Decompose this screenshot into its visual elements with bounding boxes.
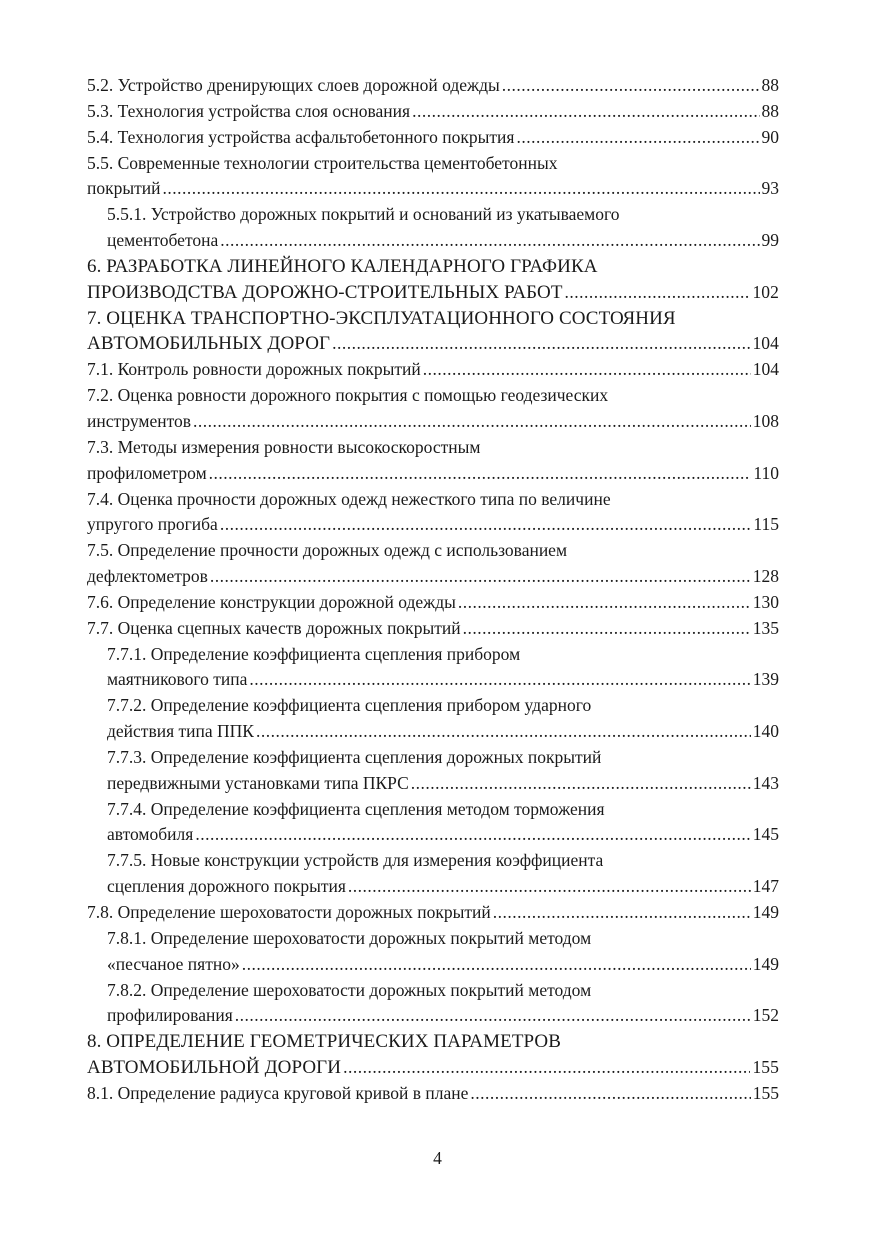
toc-leader-dots (332, 331, 750, 357)
toc-entry-7-3[interactable] (87, 435, 779, 487)
toc-page-number: 93 (761, 178, 779, 199)
toc-page-number: 130 (752, 591, 779, 612)
toc-page-number: 152 (752, 1005, 779, 1026)
toc-leader-dots (458, 590, 751, 616)
toc-entry-chapter-8[interactable] (87, 1029, 779, 1081)
toc-entry-title-continued: действия типа ППК (107, 721, 254, 742)
toc-leader-dots (516, 125, 759, 151)
toc-page-number: 145 (752, 824, 779, 845)
toc-entry-title: 7.7.5. Новые конструкции устройств для измерения коэффициента (107, 850, 604, 871)
toc-entry-title: 7.8. Определение шероховатости дорожных покрытий (87, 902, 491, 922)
toc-entry-title: 5.3. Технология устройства слоя основания (87, 100, 411, 121)
toc-entry-7-7-3[interactable] (87, 745, 779, 797)
toc-entry-title: 7. ОЦЕНКА ТРАНСПОРТНО-ЭКСПЛУАТАЦИОННОГО СОСТОЯНИЯ (87, 307, 676, 329)
toc-leader-dots (249, 667, 750, 693)
table-of-contents (87, 73, 779, 1107)
toc-entry-title: 7.7. Оценка сцепных качеств дорожных покрытий (87, 617, 461, 638)
toc-page-number: 143 (752, 772, 779, 793)
toc-leader-dots (411, 771, 751, 797)
toc-leader-dots (193, 409, 751, 435)
toc-leader-dots (235, 1003, 751, 1029)
toc-entry-7-7-4[interactable] (87, 797, 779, 849)
toc-leader-dots (565, 280, 751, 306)
toc-entry-7-6[interactable] (87, 590, 779, 616)
toc-page-number: 155 (752, 1082, 779, 1103)
toc-entry-title: 5.4. Технология устройства асфальтобетонного покрытия (87, 126, 515, 147)
toc-entry-title: 7.7.1. Определение коэффициента сцепления прибором (107, 643, 521, 664)
toc-entry-title: 7.6. Определение конструкции дорожной одежды (87, 591, 456, 612)
toc-entry-title-continued: АВТОМОБИЛЬНОЙ ДОРОГИ (87, 1057, 342, 1079)
toc-page-number: 139 (752, 669, 779, 690)
toc-leader-dots (348, 874, 751, 900)
toc-leader-dots (209, 461, 752, 487)
toc-entry-title: 8.1. Определение радиуса круговой кривой в плане (87, 1082, 469, 1103)
toc-entry-5-4[interactable] (87, 125, 779, 151)
toc-page-number: 149 (752, 953, 779, 974)
toc-entry-5-2[interactable] (87, 73, 779, 99)
toc-entry-7-7-2[interactable] (87, 693, 779, 745)
toc-entry-7-8-2[interactable] (87, 978, 779, 1030)
toc-leader-dots (343, 1055, 750, 1081)
toc-page-number: 115 (753, 514, 779, 535)
toc-page-number: 135 (752, 617, 779, 638)
toc-entry-5-3[interactable] (87, 99, 779, 125)
toc-page-number: 99 (761, 230, 779, 251)
toc-entry-7-7[interactable] (87, 616, 779, 642)
toc-leader-dots (220, 228, 759, 254)
toc-entry-title-continued: инструментов (87, 410, 192, 431)
toc-entry-title-continued: упругого прогиба (87, 514, 218, 535)
toc-entry-title: 7.7.4. Определение коэффициента сцепления методом торможения (107, 798, 605, 819)
toc-leader-dots (412, 99, 759, 125)
toc-entry-title: 7.3. Методы измерения ровности высокоскоростным (87, 436, 481, 457)
toc-page-number: 104 (752, 359, 779, 380)
toc-entry-title: 7.8.1. Определение шероховатости дорожных покрытий методом (107, 927, 592, 948)
toc-entry-chapter-7[interactable] (87, 306, 779, 358)
toc-entry-5-5-1[interactable] (87, 202, 779, 254)
toc-entry-title: 8. ОПРЕДЕЛЕНИЕ ГЕОМЕТРИЧЕСКИХ ПАРАМЕТРОВ (87, 1031, 562, 1053)
toc-entry-7-2[interactable] (87, 383, 779, 435)
toc-leader-dots (195, 822, 750, 848)
toc-leader-dots (220, 512, 752, 538)
toc-leader-dots (502, 73, 760, 99)
toc-entry-title: 5.2. Устройство дренирующих слоев дорожной одежды (87, 75, 500, 95)
toc-entry-title-continued: дефлектометров (87, 566, 208, 587)
toc-entry-title: 7.4. Оценка прочности дорожных одежд нежесткого типа по величине (87, 488, 611, 509)
toc-leader-dots (493, 900, 751, 926)
toc-page-number: 147 (752, 876, 779, 897)
toc-leader-dots (210, 564, 751, 590)
toc-leader-dots (423, 357, 751, 383)
toc-entry-title-continued: маятникового типа (107, 669, 248, 690)
toc-entry-title-continued: ПРОИЗВОДСТВА ДОРОЖНО-СТРОИТЕЛЬНЫХ РАБОТ (87, 281, 563, 303)
toc-entry-title: 7.8.2. Определение шероховатости дорожных покрытий методом (107, 979, 592, 1000)
toc-page-number: 104 (752, 333, 779, 354)
toc-entry-8-1[interactable] (87, 1081, 779, 1107)
toc-entry-7-4[interactable] (87, 487, 779, 539)
toc-page-number: 88 (761, 100, 779, 121)
toc-entry-title: 5.5.1. Устройство дорожных покрытий и оснований из укатываемого (107, 204, 620, 225)
toc-entry-title-continued: «песчаное пятно» (107, 953, 240, 974)
toc-entry-7-7-1[interactable] (87, 642, 779, 694)
toc-entry-title-continued: АВТОМОБИЛЬНЫХ ДОРОГ (87, 333, 331, 355)
toc-page-number: 140 (752, 721, 779, 742)
toc-entry-title-continued: профилирования (107, 1005, 233, 1026)
toc-leader-dots (470, 1081, 750, 1107)
toc-entry-5-5[interactable] (87, 151, 779, 203)
toc-page-number: 149 (752, 902, 779, 922)
toc-entry-title: 7.1. Контроль ровности дорожных покрытий (87, 359, 421, 380)
toc-page-number: 155 (752, 1057, 779, 1078)
toc-entry-title-continued: цементобетона (107, 230, 219, 251)
toc-entry-7-1[interactable] (87, 357, 779, 383)
toc-entry-title-continued: покрытий (87, 178, 161, 199)
toc-entry-7-5[interactable] (87, 538, 779, 590)
toc-entry-title: 7.7.3. Определение коэффициента сцепления дорожных покрытий (107, 746, 602, 767)
toc-page-number: 108 (752, 410, 779, 431)
toc-entry-title: 5.5. Современные технологии строительства цементобетонных (87, 152, 558, 173)
toc-leader-dots (256, 719, 751, 745)
toc-entry-7-8-1[interactable] (87, 926, 779, 978)
toc-entry-7-8[interactable] (87, 900, 779, 926)
toc-leader-dots (163, 176, 760, 202)
toc-page-number: 102 (752, 281, 779, 302)
page-number: 4 (433, 1148, 442, 1168)
toc-entry-title-continued: передвижными установками типа ПКРС (107, 772, 409, 793)
toc-entry-title: 7.2. Оценка ровности дорожного покрытия с помощью геодезических (87, 385, 609, 406)
toc-page-number: 128 (752, 566, 779, 587)
toc-page-number: 88 (761, 75, 779, 95)
toc-entry-title-continued: сцепления дорожного покрытия (107, 876, 346, 897)
toc-leader-dots (242, 952, 751, 978)
toc-page-number: 110 (753, 462, 779, 483)
toc-page-number: 90 (761, 126, 779, 147)
toc-leader-dots (463, 616, 751, 642)
toc-entry-title: 6. РАЗРАБОТКА ЛИНЕЙНОГО КАЛЕНДАРНОГО ГРАФИКА (87, 255, 598, 277)
toc-entry-title: 7.7.2. Определение коэффициента сцепления прибором ударного (107, 695, 592, 716)
toc-entry-title-continued: автомобиля (107, 824, 194, 845)
toc-entry-title-continued: профилометром (87, 462, 207, 483)
toc-entry-title: 7.5. Определение прочности дорожных одежд с использованием (87, 540, 568, 561)
toc-entry-chapter-6[interactable] (87, 254, 779, 306)
toc-entry-7-7-5[interactable] (87, 848, 779, 900)
